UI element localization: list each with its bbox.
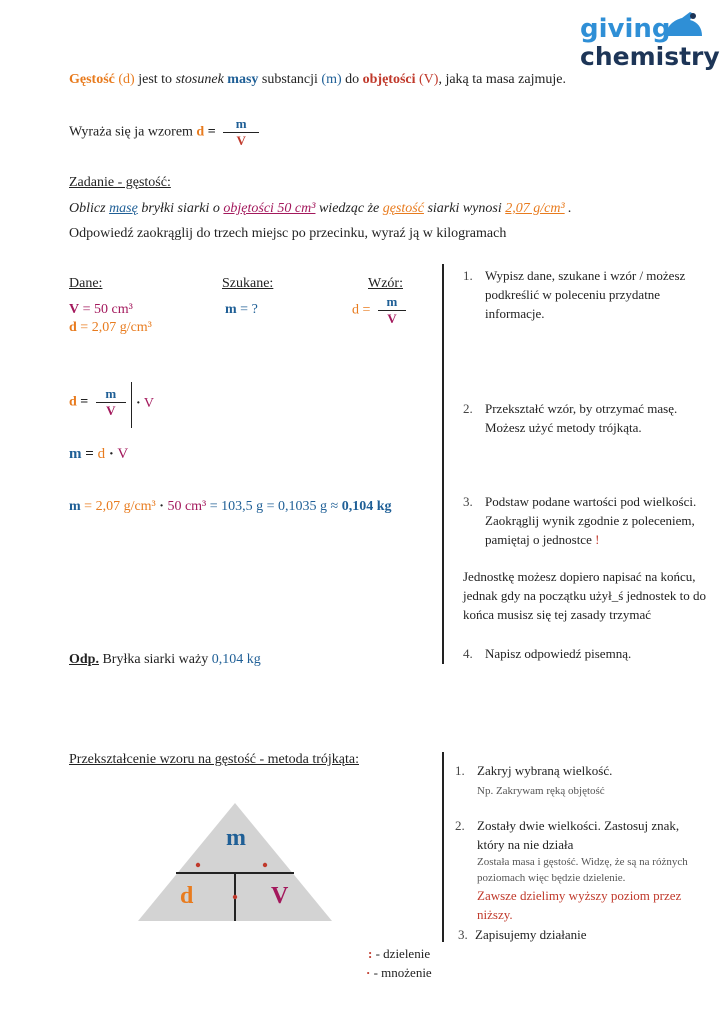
task-gestosc-value: 2,07 g/cm³ [505, 201, 565, 216]
triangle-step-3-number: 3. [458, 927, 468, 942]
triangle-step-2 [455, 816, 705, 924]
legend-multiplication-symbol: · [366, 965, 371, 980]
calculation [69, 499, 392, 515]
transform-numerator: m [96, 386, 126, 403]
triangle-step-3-text: Zapisujemy działanie [475, 927, 587, 942]
triangle-step-2-text: Zostały dwie wielkości. Zastosuj znak, który na nie działa [477, 818, 680, 852]
step-4-number: 4. [463, 646, 473, 661]
transform-times-v: V [143, 396, 155, 411]
header-wzor: Wzór: [368, 276, 403, 291]
answer-text: Bryłka siarki waży [98, 652, 212, 667]
legend-multiplication-text: - mnożenie [373, 965, 432, 980]
mass-formula-dot: · [108, 446, 114, 462]
triangle-step-1 [455, 761, 705, 799]
transform-d: d [69, 394, 77, 410]
transform-divider [131, 382, 132, 428]
mass-formula-d: d [97, 446, 106, 462]
given-d-label: d [69, 320, 77, 335]
triangle-shape [138, 803, 332, 921]
step-4 [463, 644, 703, 663]
intro-text-a: jest to [134, 72, 176, 87]
given-v-label: V [69, 302, 80, 317]
triangle-step-1-number: 1. [455, 763, 465, 778]
formula-line [69, 116, 263, 149]
triangle-step-3 [458, 925, 708, 944]
transform-formula [69, 386, 130, 419]
task-q5: wiedząc że [315, 201, 383, 216]
intro-objetosci: objętości [362, 72, 416, 87]
mass-formula [69, 446, 128, 463]
task-masa: masę [109, 201, 138, 216]
given-d [69, 320, 152, 336]
wanted-m-label: m [225, 302, 237, 317]
formula-fraction [223, 116, 259, 149]
logo-line-chemistry: chemistry [580, 42, 720, 71]
calc-dot: · [155, 499, 168, 514]
calc-steps: = 103,5 g = 0,1035 g ≈ [206, 499, 342, 514]
intro-d: (d) [118, 72, 135, 87]
legend-multiplication [366, 965, 432, 981]
triangle-d: d [180, 883, 194, 909]
mass-formula-eq: = [85, 446, 94, 462]
intro-stosunek: stosunek [175, 72, 224, 87]
wanted-m-value: = ? [240, 302, 258, 317]
mass-formula-m: m [69, 446, 82, 462]
task-q9: . [564, 201, 572, 216]
formula-d: d [196, 124, 205, 140]
step-1-text: Wypisz dane, szukane i wzór / możesz podkreślić w poleceniu przydatne informacje. [485, 268, 686, 321]
header-dane: Dane: [69, 276, 103, 291]
transform-fraction [96, 386, 126, 419]
calc-density: = 2,07 g/cm³ [84, 499, 156, 514]
calc-volume: 50 cm³ [167, 499, 207, 514]
flask-icon [660, 8, 708, 40]
wzor-formula [352, 294, 410, 327]
intro-text-c: do [341, 72, 363, 87]
triangle-v: V [271, 883, 289, 909]
given-v-value: = 50 cm³ [82, 302, 133, 317]
given-v [69, 302, 133, 318]
wzor-fraction [378, 294, 406, 327]
wzor-denominator: V [387, 311, 397, 326]
transform-dot: · [136, 396, 141, 411]
intro-text-b: substancji [258, 72, 322, 87]
task-q1: Oblicz [69, 201, 110, 216]
answer-value: 0,104 kg [211, 652, 261, 667]
given-d-value: = 2,07 g/cm³ [80, 320, 152, 335]
intro-v: (V) [419, 72, 439, 87]
transform-eq: = [80, 394, 89, 410]
task-question [69, 201, 572, 217]
transform-denominator: V [106, 403, 116, 418]
task-title: Zadanie - gęstość: [69, 175, 171, 190]
step-3 [463, 492, 708, 549]
answer [69, 652, 261, 668]
step-3-number: 3. [463, 494, 473, 509]
intro-text-d: , jaką ta masa zajmuje. [438, 72, 566, 87]
triangle-step-2-rule: Zawsze dzielimy wyższy poziom przez niższy. [477, 888, 682, 922]
intro-m: (m) [321, 72, 342, 87]
step-1-number: 1. [463, 268, 473, 283]
formula-eq: = [207, 124, 216, 140]
intro-sentence [69, 72, 566, 88]
step-2-number: 2. [463, 401, 473, 416]
step-3-text: Podstaw podane wartości pod wielkości. Zaokrąglij wynik zgodnie z poleceniem, pamiętaj o jednostce [485, 494, 697, 547]
triangle-step-2-number: 2. [455, 818, 465, 833]
triangle-step-1-note: Np. Zakrywam ręką objętość [477, 785, 605, 797]
task-gestosc: gęstość [382, 201, 424, 216]
triangle-step-1-text: Zakryj wybraną wielkość. [477, 763, 613, 778]
step-4-text: Napisz odpowiedź pisemną. [485, 646, 632, 661]
triangle-m: m [226, 825, 246, 851]
formula-numerator: m [223, 116, 259, 133]
calc-result: 0,104 kg [341, 499, 392, 514]
logo [580, 8, 720, 72]
wzor-numerator: m [378, 294, 406, 311]
steps-divider [442, 264, 444, 664]
step-1 [463, 266, 703, 323]
unit-note: Jednostkę możesz dopiero napisać na końcu, jednak gdy na początku użył_ś jednostek to do końca musisz się tej zasady trzymać [463, 569, 706, 622]
task-q7: siarki wynosi [423, 201, 506, 216]
wanted-m [225, 302, 258, 318]
legend-division-text: - dzielenie [375, 946, 431, 961]
triangle-step-2-note: Została masa i gęstość. Widzę, że są na różnych poziomach więc będzie dzielenie. [477, 856, 688, 884]
legend-division [368, 946, 430, 962]
wzor-eq: = [362, 302, 371, 318]
mass-formula-v: V [117, 446, 129, 462]
step-3-mark: ! [595, 532, 600, 547]
formula-text: Wyraża się ja wzorem [69, 124, 193, 140]
step-2-text: Przekształć wzór, by otrzymać masę. Możesz użyć metody trójkąta. [485, 401, 678, 435]
legend-division-symbol: : [368, 946, 373, 961]
task-q3: bryłki siarki o [137, 201, 224, 216]
triangle-steps-divider [442, 752, 444, 942]
triangle-title: Przekształcenie wzoru na gęstość - metoda trójkąta: [69, 752, 359, 767]
intro-gestosc: Gęstość [69, 72, 115, 87]
step-2 [463, 399, 703, 437]
answer-label: Odp. [69, 652, 99, 667]
wzor-d: d [352, 302, 359, 318]
task-instruction: Odpowiedź zaokrąglij do trzech miejsc po przecinku, wyraź ją w kilogramach [69, 226, 507, 241]
intro-masy: masy [227, 72, 259, 87]
header-szukane: Szukane: [222, 276, 274, 291]
formula-denominator: V [236, 133, 246, 148]
calc-m: m [69, 499, 81, 514]
task-objetosc: objętości 50 cm³ [223, 201, 316, 216]
triangle-diagram [138, 803, 332, 921]
transform-times [136, 396, 154, 412]
logo-line-giving: giving [580, 14, 671, 44]
